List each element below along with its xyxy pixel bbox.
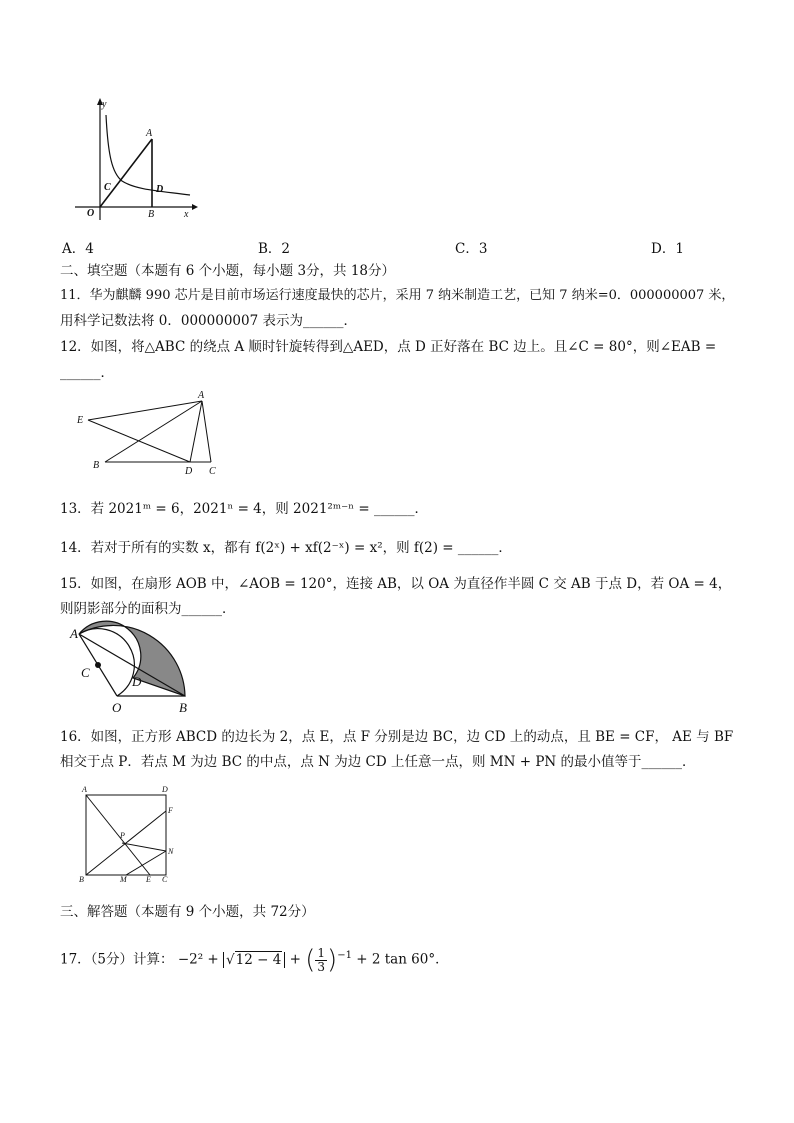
label-a: A — [82, 785, 87, 794]
segment-oa — [100, 139, 152, 207]
q14-text: 14．若对于所有的实数 x，都有 f(2ˣ) + xf(2⁻ˣ) = x²，则 f(2) = ______． — [60, 540, 512, 556]
label-c: C — [81, 665, 90, 680]
label-a: A — [70, 626, 78, 641]
label-a: A — [198, 390, 205, 401]
label-b: B — [79, 875, 84, 884]
q12-line1: 12．如图，将△ABC 的绕点 A 顺时针旋转得到△AED，点 D 正好落在 BC 边上。且∠C = 80°，则∠EAB = — [60, 339, 717, 355]
label-d: D — [156, 184, 164, 195]
q17-expr-a: −2² + — [177, 951, 219, 968]
q10-figure — [70, 95, 200, 225]
label-d: D — [162, 785, 168, 794]
label-f: F — [168, 806, 173, 815]
q11-line1: 11．华为麒麟 990 芯片是目前市场运行速度最快的芯片，采用 7 纳米制造工艺，已知 7 纳米=0．000000007 米， — [60, 288, 735, 303]
label-p: P — [120, 831, 125, 840]
q15-line2: 则阴影部分的面积为______． — [60, 601, 236, 617]
section3-heading: 三、解答题（本题有 9 个小题，共 72分） — [60, 904, 315, 920]
label-c: C — [104, 182, 111, 193]
q17-plus1: + — [289, 951, 301, 968]
q15-figure — [65, 622, 200, 717]
q17-fraction: $\frac{1}{3}$ — [317, 945, 326, 974]
label-b: B — [148, 209, 155, 220]
q17-abs: √12 − 4 — [223, 952, 285, 968]
q16-line2: 相交于点 P．若点 M 为边 BC 的中点，点 N 为边 CD 上任意一点，则 MN + PN 的最小值等于______． — [60, 754, 696, 770]
q10-option-d: D．1 — [651, 241, 684, 257]
q12-figure — [75, 388, 225, 478]
label-b: B — [93, 460, 100, 471]
label-c: C — [162, 875, 168, 884]
q17-exponent: −1 — [337, 950, 352, 961]
q11-line2: 用科学记数法将 0．000000007 表示为______． — [60, 313, 357, 329]
q17-abs-inner: 12 − 4 — [235, 951, 282, 968]
q10-option-a: A．4 — [62, 241, 94, 257]
label-x: x — [184, 209, 189, 220]
label-n: N — [168, 847, 174, 856]
q16-line1: 16．如图，正方形 ABCD 的边长为 2，点 E，点 F 分别是边 BC，边 CD 上的动点，且 BE = CF， AE 与 BF — [60, 729, 734, 745]
label-e: E — [77, 415, 84, 426]
label-e: E — [146, 875, 151, 884]
q10-option-c: C．3 — [455, 241, 488, 257]
q10-option-b: B．2 — [258, 241, 291, 257]
center-c-dot — [95, 662, 101, 668]
label-d: D — [132, 674, 142, 689]
label-m: M — [120, 875, 127, 884]
q13-text: 13．若 2021ᵐ = 6，2021ⁿ = 4，则 2021²ᵐ⁻ⁿ = ______． — [60, 501, 428, 517]
label-o: O — [112, 700, 122, 715]
label-d: D — [185, 466, 193, 477]
q15-line1: 15．如图，在扇形 AOB 中，∠AOB = 120°，连接 AB，以 OA 为直径作半圆 C 交 AB 于点 D，若 OA = 4， — [60, 576, 732, 592]
q17-line: 17．（5分）计算： −2² + √12 − 4 + ( $\frac{1}{3}$ )$^{-1}$ + 2 tan 60°． — [60, 945, 449, 975]
q17-tail: + 2 tan 60°． — [356, 951, 449, 968]
label-a: A — [146, 128, 153, 139]
section2-heading: 二、填空题（本题有 6 个小题，每小题 3分，共 18分） — [60, 263, 396, 279]
q12-line2: ______． — [60, 365, 114, 381]
q17-prefix: 17．（5分）计算： — [60, 951, 174, 968]
q16-figure — [75, 785, 185, 885]
label-c: C — [209, 466, 216, 477]
label-b: B — [179, 700, 187, 715]
label-o: O — [87, 208, 95, 219]
label-y: y — [102, 99, 107, 110]
